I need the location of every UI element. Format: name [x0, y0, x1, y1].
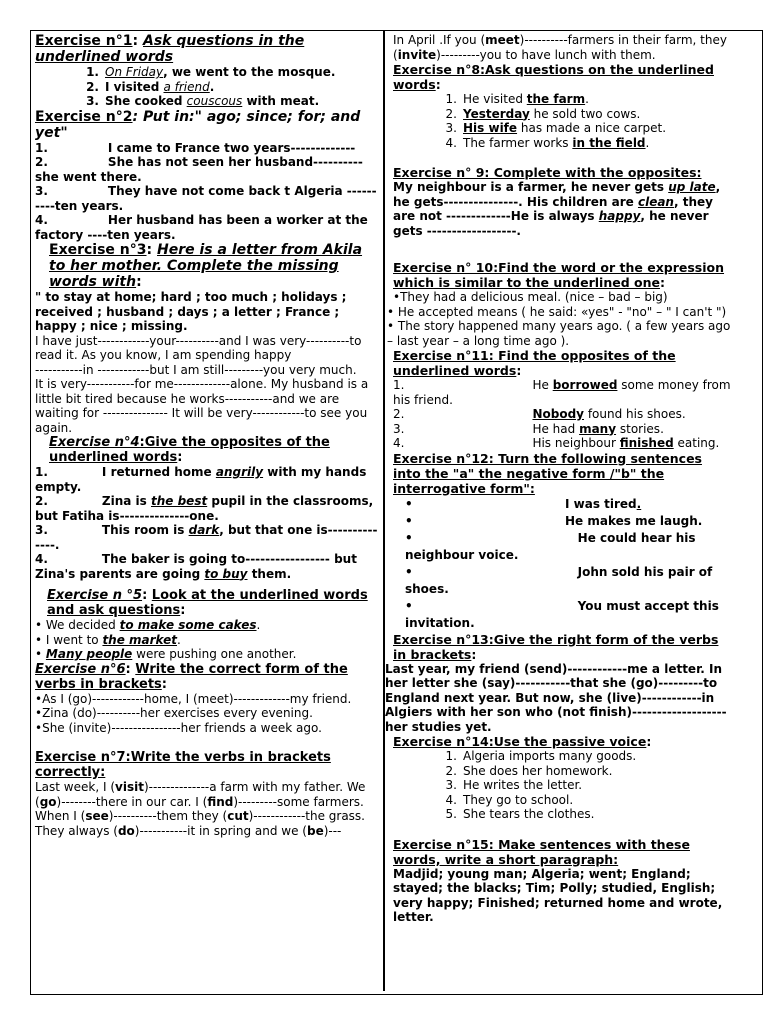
exercise-3-heading: Exercise n°3: Here is a letter from Akila to her mother. Complete the missing words with:: [49, 242, 363, 290]
exercise-12-heading: Exercise n°12: Turn the following sentences into the "a" the negative form /"b" the interrogative form":: [393, 450, 702, 496]
exercise-6-heading: Exercise n°6: Write the correct form of the verbs in brackets:: [35, 661, 348, 692]
list-item: 4. Her husband has been a worker at the factory ----ten years.: [35, 213, 368, 242]
list-item: • I was tired.: [405, 496, 642, 511]
exercise-10-items: [387, 290, 733, 348]
letter-paragraph: I have just------------your----------and I was very----------to read it. As you know, I am spending happy: [35, 333, 362, 362]
exercise-11-heading: Exercise n°11: Find the opposites of the underlined words:: [393, 348, 676, 378]
exercise-5-items: [35, 618, 378, 662]
exercise-4-heading: Exercise n°4:Give the opposites of the underlined words:: [49, 435, 330, 465]
list-item: 1. I returned home angrily with my hands empty.: [35, 465, 367, 494]
list-item: • John sold his pair of shoes.: [405, 564, 713, 596]
exercise-15-heading: Exercise n°15: Make sentences with these words, write a short paragraph:: [393, 836, 690, 867]
list-item: 2. She has not seen her husband----------she went there.: [35, 155, 363, 184]
exercise-12-items: [393, 496, 733, 632]
exercise-8-list: [393, 92, 733, 150]
list-item: 3. He had many stories.: [393, 421, 664, 436]
list-item: •As I (go)------------home, I (meet)-------------my friend.: [35, 691, 352, 706]
exercise-7-text-continued: When I (see)----------them they (cut)------------the grass. They always (do)-----------it in spring and we (be)---: [35, 809, 365, 838]
list-item: 2. I visited a friend.: [86, 79, 215, 94]
column-divider: [383, 31, 385, 991]
exercise-11-items: [393, 378, 733, 451]
list-item: •They had a delicious meal. (nice – bad – big): [393, 290, 668, 304]
letter-paragraph: It is very-----------for me-------------alone. My husband is a little bit tired because he works-----------and we are waiting for --------------- It will be very------------to see you again.: [35, 377, 369, 435]
exercise-7-text: Last week, I (visit)--------------a farm with my father. We (go)--------there in our car. I (find)---------some farmers.: [35, 780, 366, 809]
exercise-9-text: My neighbour is a farmer, he never gets up late, he gets---------------. His children are clean, they are not -------------He is always happy, he never gets ------------------.: [393, 180, 721, 238]
exercise-1-heading: Exercise n°1: Ask questions in the underlined words: [35, 33, 305, 65]
exercise-1-list: [35, 65, 378, 109]
list-item: • He accepted means ( he said: «yes" - "no" – " I can't "): [387, 304, 727, 319]
left-column: [35, 33, 378, 838]
list-item: 1. He visited the farm.: [445, 92, 589, 106]
list-item: 4. His neighbour finished eating.: [393, 436, 720, 450]
exercise-5-heading: Exercise n °5: Look at the underlined words and ask questions:: [47, 588, 368, 618]
list-item: • He could hear his neighbour voice.: [405, 530, 696, 562]
list-item: 3. He writes the letter.: [445, 778, 583, 792]
list-item: •Zina (do)----------her exercises every evening.: [35, 706, 313, 720]
exercise-7-heading: Exercise n°7:Write the verbs in brackets correctly:: [35, 750, 331, 780]
list-item: 1. He borrowed some money from his friend.: [393, 378, 731, 407]
exercise-7-text-end: In April .If you (meet)----------farmers in their farm, they (invite)---------you to have lunch with them.: [393, 33, 727, 62]
list-item: • You must accept this invitation.: [405, 598, 719, 630]
list-item: 1. I came to France two years-------------: [35, 140, 356, 155]
list-item: 3. They have not come back t Algeria ----------ten years.: [35, 184, 377, 213]
list-item: 3. She cooked couscous with meat.: [86, 94, 320, 108]
list-item: 1. On Friday, we went to the mosque.: [86, 65, 336, 79]
list-item: 4. The baker is going to----------------- but Zina's parents are going to buy them.: [35, 552, 357, 581]
list-item: • Many people were pushing one another.: [35, 647, 297, 661]
exercise-10-heading: Exercise n° 10:Find the word or the expression which is similar to the underlined one:: [393, 260, 725, 290]
list-item: 2. She does her homework.: [445, 763, 613, 778]
right-column: [385, 33, 733, 925]
exercise-2-heading: Exercise n°2: Put in:" ago; since; for; and yet": [35, 108, 361, 141]
list-item: 2. Yesterday he sold two cows.: [445, 106, 641, 121]
exercise-13-heading: Exercise n°13:Give the right form of the verbs in brackets:: [393, 631, 719, 662]
exercise-6-items: [35, 692, 378, 736]
letter-paragraph: -----------in ------------but I am still---------you very much.: [35, 362, 357, 377]
exercise-4-items: [35, 465, 378, 581]
list-item: 5. She tears the clothes.: [445, 807, 595, 821]
list-item: 3. This room is dark, but that one is--------------.: [35, 523, 378, 552]
list-item: 3. His wife has made a nice carpet.: [445, 121, 667, 135]
exercise-14-heading: Exercise n°14:Use the passive voice:: [393, 734, 652, 749]
exercise-8-heading: Exercise n°8:Ask questions on the underlined words:: [393, 62, 714, 92]
list-item: 2. Nobody found his shoes.: [393, 407, 686, 421]
exercise-2-items: [35, 141, 378, 243]
exercise-9-heading: Exercise n° 9: Complete with the opposites:: [393, 165, 702, 180]
list-item: 1. Algeria imports many goods.: [445, 749, 637, 763]
list-item: • We decided to make some cakes.: [35, 618, 261, 632]
list-item: • He makes me laugh.: [405, 513, 703, 528]
exercise-15-words: Madjid; young man; Algeria; went; England; stayed; the blacks; Tim; Polly; studied, English; very happy; Finished; returned home and wrote, letter.: [393, 866, 723, 924]
list-item: 4. They go to school.: [445, 792, 574, 807]
exercise-3-letter: [35, 334, 378, 436]
list-item: • I went to the market.: [35, 632, 181, 647]
list-item: •She (invite)----------------her friends a week ago.: [35, 720, 322, 735]
list-item: 2. Zina is the best pupil in the classrooms, but Fatiha is--------------one.: [35, 494, 374, 523]
list-item: • The story happened many years ago. ( a few years ago – last year – a long time ago ).: [387, 319, 731, 348]
exercise-14-list: [393, 749, 733, 822]
exercise-13-text: Last year, my friend (send)------------me a letter. In her letter she (say)-----------that she (go)---------to England next year. But now, she (live)------------in Algiers with her son who (not finish)-------------------her studies yet.: [385, 661, 727, 734]
exercise-3-word-bank: " to stay at home; hard ; too much ; holidays ; received ; husband ; days ; a letter ; France ; happy ; nice ; missing.: [35, 290, 347, 333]
list-item: 4. The farmer works in the field.: [445, 135, 650, 150]
